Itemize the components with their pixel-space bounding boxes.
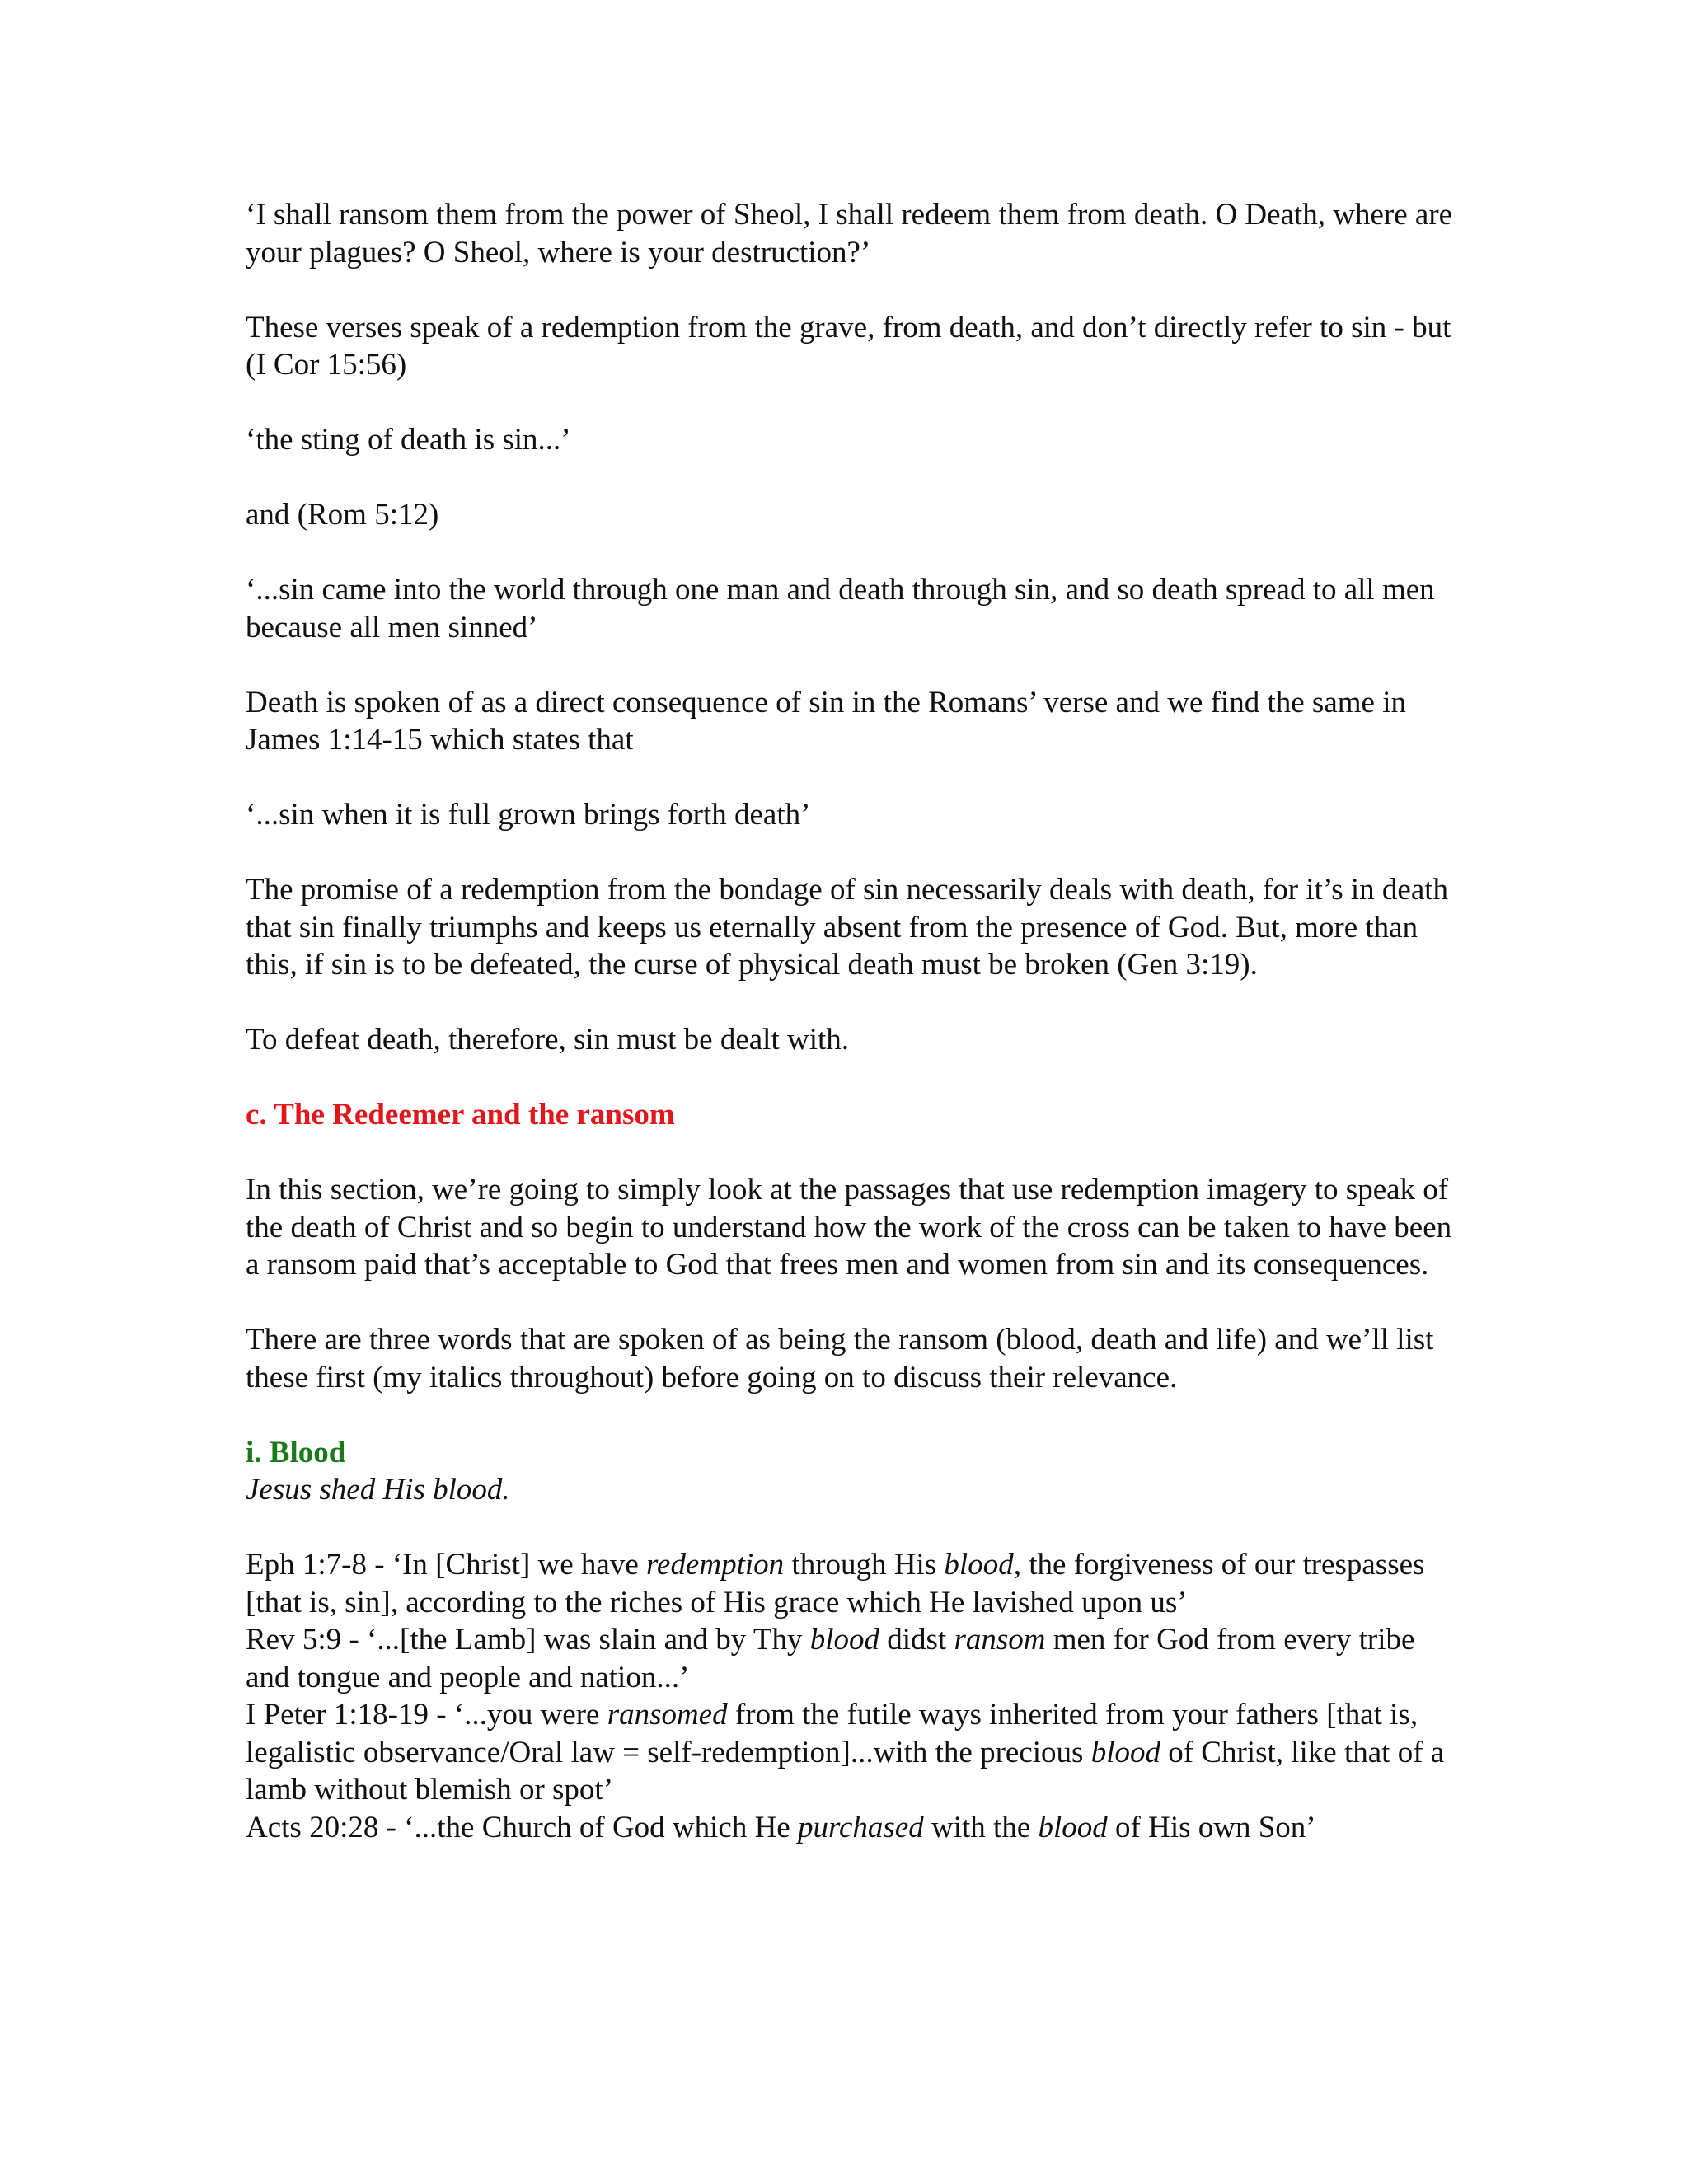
- verse-text: of Christ, like that of a lamb without blemish or spot’: [246, 1735, 1445, 1807]
- verse-italic: purchased: [797, 1810, 924, 1844]
- verse-italic: blood: [809, 1623, 879, 1657]
- verse-text: Rev 5:9 - ‘...[the Lamb] was slain and by Thy: [246, 1623, 810, 1657]
- document-page: [246, 196, 1465, 1846]
- verse-text: Acts 20:28 - ‘...the Church of God which He: [246, 1810, 798, 1844]
- verse-italic: blood: [1090, 1735, 1160, 1769]
- paragraph-section-intro: In this section, we’re going to simply look at the passages that use redemption imagery to speak of the death of Christ and so begin to understand how the work of the cross can be taken to have been a ransom paid that’s acceptable to God that frees men and women from sin and its consequences.: [246, 1173, 1452, 1282]
- verse-text: didst: [879, 1623, 954, 1657]
- section-heading-redeemer: c. The Redeemer and the ransom: [246, 1098, 675, 1132]
- paragraph-rom-quote: ‘...sin came into the world through one man and death through sin, and so death spread to all men because all men sinned’: [246, 573, 1435, 644]
- verse-italic: blood: [944, 1548, 1014, 1582]
- verse-acts: [246, 1809, 1465, 1847]
- verse-italic: redemption: [646, 1548, 785, 1582]
- paragraph-redemption-grave: These verses speak of a redemption from the grave, from death, and don’t directly refer to sin - but (I Cor 15:56): [246, 310, 1451, 382]
- verse-text: , the forgiveness of our trespasses [that is, sin], according to the riches of His grace which He lavished upon us’: [246, 1548, 1425, 1619]
- paragraph-defeat-death: To defeat death, therefore, sin must be dealt with.: [246, 1023, 850, 1057]
- paragraph-james-quote: ‘...sin when it is full grown brings forth death’: [246, 798, 811, 832]
- verse-italic: ransomed: [607, 1698, 728, 1732]
- verse-peter: [246, 1696, 1465, 1809]
- paragraph-death-consequence: Death is spoken of as a direct consequence of sin in the Romans’ verse and we find the same in James 1:14-15 which states that: [246, 685, 1406, 757]
- paragraph-sting-quote: ‘the sting of death is sin...’: [246, 423, 571, 457]
- paragraph-rom-ref: and (Rom 5:12): [246, 498, 439, 532]
- verse-text: with the: [923, 1810, 1039, 1844]
- verse-text: from the futile ways inherited from your fathers [that is, legalistic observance/Oral law = self-redemption]...with the precious: [246, 1698, 1418, 1769]
- verse-italic: ransom: [954, 1623, 1046, 1657]
- verse-text: through His: [784, 1548, 945, 1582]
- paragraph-three-words: There are three words that are spoken of as being the ransom (blood, death and life) and we’ll list these first (my italics throughout) before going on to discuss their relevance.: [246, 1323, 1434, 1394]
- verse-rev: [246, 1621, 1465, 1696]
- verse-italic: blood: [1038, 1810, 1108, 1844]
- paragraph-hosea-quote: ‘I shall ransom them from the power of Sheol, I shall redeem them from death. O Death, where are your plagues? O Sheol, where is your destruction?’: [246, 198, 1453, 269]
- verse-text: I Peter 1:18-19 - ‘...you were: [246, 1698, 607, 1732]
- verse-text: men for God from every tribe and tongue and people and nation...’: [246, 1623, 1415, 1694]
- subsection-heading-blood: i. Blood: [246, 1435, 346, 1469]
- paragraph-promise-redemption: The promise of a redemption from the bondage of sin necessarily deals with death, for it’s in death that sin finally triumphs and keeps us eternally absent from the presence of God. But, more than this, if sin is to be defeated, the curse of physical death must be broken (Gen 3:19).: [246, 873, 1449, 982]
- verse-eph: [246, 1546, 1465, 1621]
- verse-text: Eph 1:7-8 - ‘In [Christ] we have: [246, 1548, 647, 1582]
- verse-text: of His own Son’: [1107, 1810, 1316, 1844]
- verse-list: [246, 1546, 1465, 1846]
- subsection-subheading: Jesus shed His blood.: [246, 1473, 510, 1507]
